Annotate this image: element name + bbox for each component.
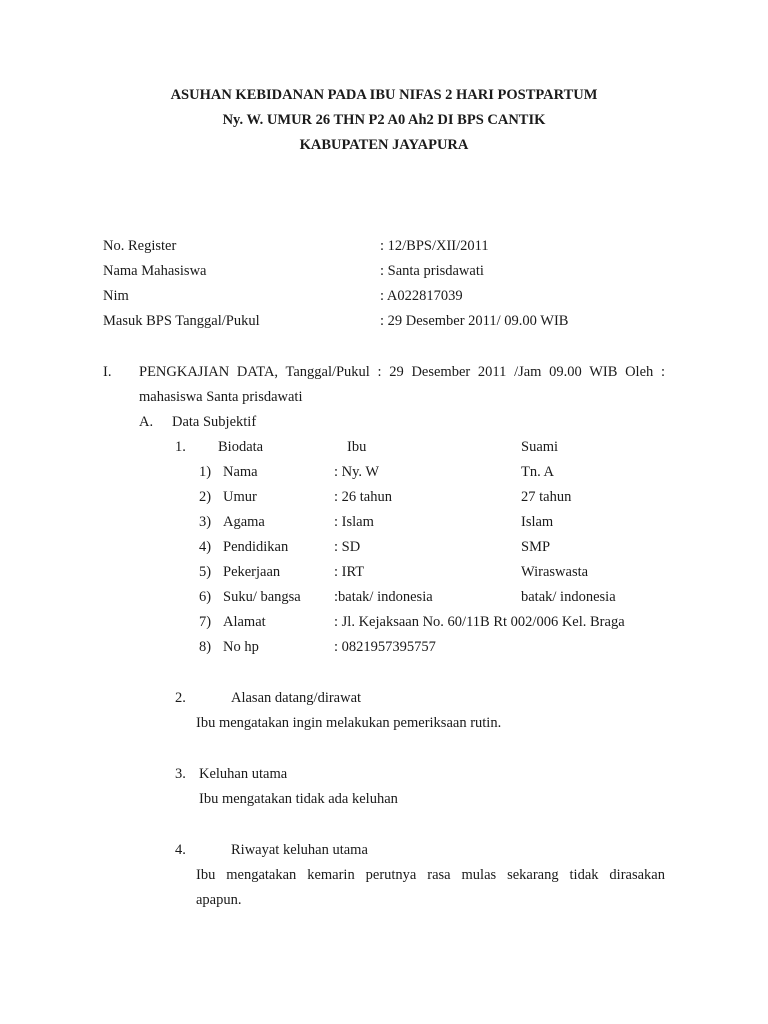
biodata-row-suami: SMP bbox=[521, 539, 551, 555]
biodata-row-number: 8) bbox=[199, 639, 212, 655]
item-4-label: Riwayat keluhan utama bbox=[231, 842, 368, 858]
biodata-row-suami: batak/ indonesia bbox=[521, 589, 616, 605]
biodata-row-suami: Wiraswasta bbox=[521, 564, 589, 580]
item-3-text: Ibu mengatakan tidak ada keluhan bbox=[199, 791, 398, 807]
item-4-text-line-1: Ibu mengatakan kemarin perutnya rasa mulas sekarang tidak dirasakan bbox=[196, 867, 665, 883]
item-2-label: Alasan datang/dirawat bbox=[231, 690, 362, 706]
item-3-number: 3. bbox=[175, 766, 186, 782]
section-heading-line-2: mahasiswa Santa prisdawati bbox=[139, 389, 303, 405]
item-4-number: 4. bbox=[175, 842, 186, 858]
biodata-row-label: Pekerjaan bbox=[223, 564, 281, 580]
column-header-ibu: Ibu bbox=[347, 439, 367, 455]
biodata-row-ibu: :batak/ indonesia bbox=[334, 589, 433, 605]
biodata-row-number: 6) bbox=[199, 589, 212, 605]
biodata-row-number: 5) bbox=[199, 564, 212, 580]
biodata-row-ibu: : IRT bbox=[334, 564, 365, 580]
biodata-row-ibu: : Ny. W bbox=[334, 464, 380, 480]
biodata-row-number: 4) bbox=[199, 539, 212, 555]
student-name-value: : Santa prisdawati bbox=[380, 263, 484, 279]
biodata-row-suami: Tn. A bbox=[521, 464, 555, 480]
subsection-label: Data Subjektif bbox=[172, 414, 257, 430]
column-header-suami: Suami bbox=[521, 439, 559, 455]
biodata-row-label: Pendidikan bbox=[223, 539, 289, 555]
biodata-row-ibu: : Islam bbox=[334, 514, 374, 530]
item-3-label: Keluhan utama bbox=[199, 766, 288, 782]
biodata-row-number: 7) bbox=[199, 614, 212, 630]
biodata-row-ibu: : 0821957395757 bbox=[334, 639, 436, 655]
biodata-row-label: Umur bbox=[223, 489, 257, 505]
doc-title-line-3: KABUPATEN JAYAPURA bbox=[299, 137, 469, 153]
biodata-row-number: 2) bbox=[199, 489, 212, 505]
subsection-letter: A. bbox=[139, 414, 154, 430]
biodata-row-label: Suku/ bangsa bbox=[223, 589, 301, 605]
biodata-row-ibu: : SD bbox=[334, 539, 361, 555]
nim-value: : A022817039 bbox=[380, 288, 463, 304]
biodata-row-label: Alamat bbox=[223, 614, 266, 630]
section-heading-line-1: PENGKAJIAN DATA, Tanggal/Pukul : 29 Desember 2011 /Jam 09.00 WIB Oleh : bbox=[139, 364, 665, 380]
biodata-number: 1. bbox=[175, 439, 186, 455]
biodata-row-number: 3) bbox=[199, 514, 212, 530]
biodata-row-label: Agama bbox=[223, 514, 265, 530]
biodata-row-suami: 27 tahun bbox=[521, 489, 572, 505]
biodata-label: Biodata bbox=[218, 439, 264, 455]
doc-title-line-2: Ny. W. UMUR 26 THN P2 A0 Ah2 DI BPS CANTIK bbox=[222, 112, 546, 128]
item-2-text: Ibu mengatakan ingin melakukan pemeriksaan rutin. bbox=[196, 715, 502, 731]
item-4-text-line-2: apapun. bbox=[196, 892, 242, 908]
student-name-label: Nama Mahasiswa bbox=[103, 263, 207, 279]
section-numeral: I. bbox=[103, 364, 112, 380]
biodata-row-ibu: : Jl. Kejaksaan No. 60/11B Rt 002/006 Kel. Braga bbox=[334, 614, 625, 630]
doc-title-line-1: ASUHAN KEBIDANAN PADA IBU NIFAS 2 HARI POSTPARTUM bbox=[170, 87, 598, 103]
register-value: : 12/BPS/XII/2011 bbox=[380, 238, 489, 254]
biodata-row-suami: Islam bbox=[521, 514, 554, 530]
admission-label: Masuk BPS Tanggal/Pukul bbox=[103, 313, 260, 329]
admission-value: : 29 Desember 2011/ 09.00 WIB bbox=[380, 313, 569, 329]
biodata-row-label: Nama bbox=[223, 464, 258, 480]
item-2-number: 2. bbox=[175, 690, 186, 706]
biodata-row-ibu: : 26 tahun bbox=[334, 489, 392, 505]
biodata-row-number: 1) bbox=[199, 464, 212, 480]
nim-label: Nim bbox=[103, 288, 129, 304]
biodata-row-label: No hp bbox=[223, 639, 259, 655]
register-label: No. Register bbox=[103, 238, 177, 254]
